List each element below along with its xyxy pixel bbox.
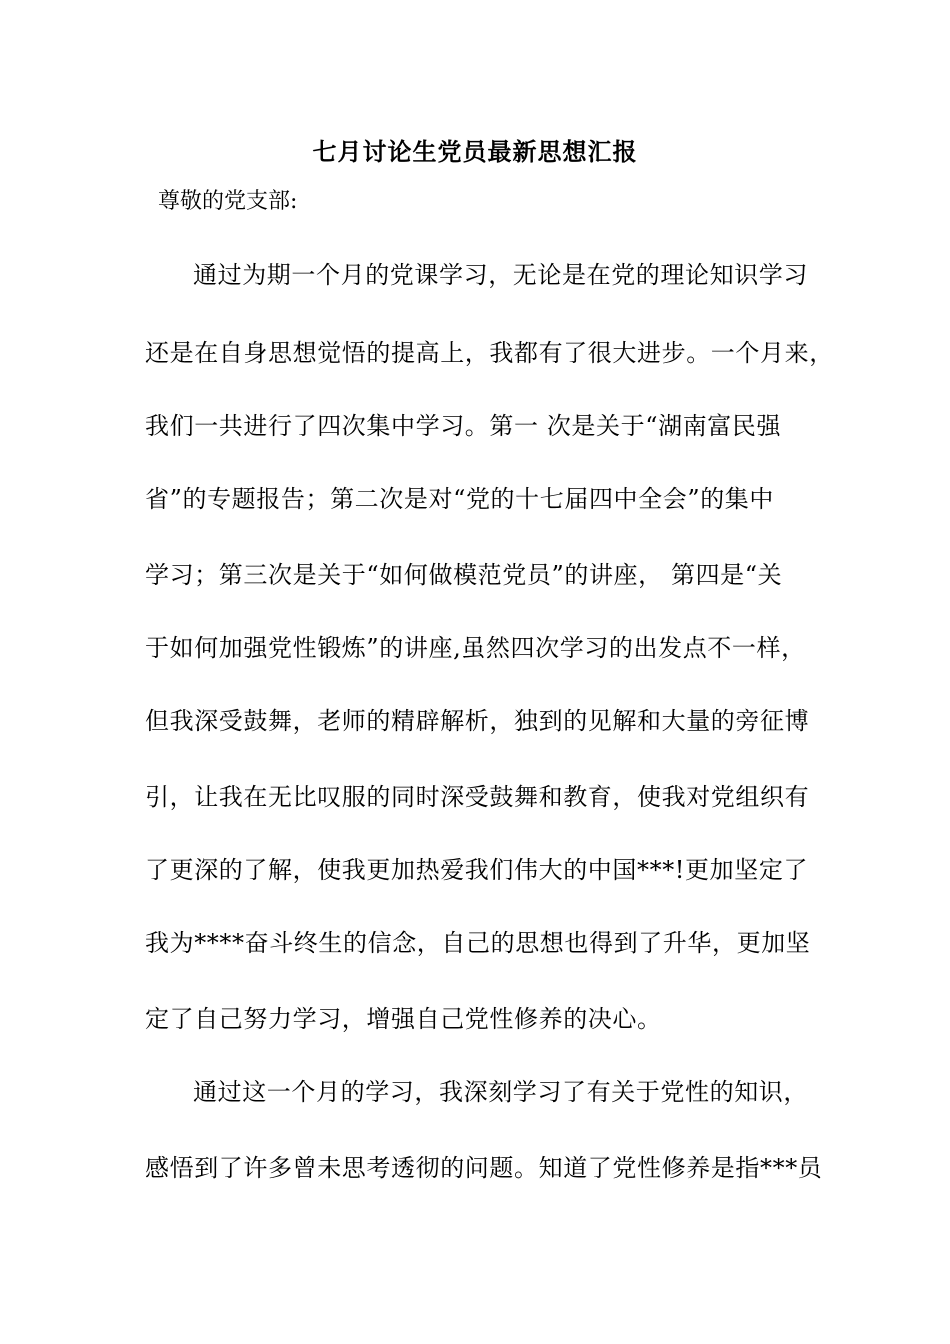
paragraph-1-line-7: 但我深受鼓舞，老师的精辟解析，独到的见解和大量的旁征博 xyxy=(145,707,810,735)
document-title: 七月讨论生党员最新思想汇报 xyxy=(312,137,638,166)
paragraph-2-line-2: 感悟到了许多曾未思考透彻的问题。知道了党性修养是指***员 xyxy=(145,1154,823,1182)
paragraph-1-line-6: 于如何加强党性锻炼”的讲座,虽然四次学习的出发点不一样， xyxy=(145,634,806,662)
paragraph-1-line-3: 我们一共进行了四次集中学习。第一 次是关于“湖南富民强 xyxy=(145,412,782,440)
paragraph-1-line-5: 学习；第三次是关于“如何做模范党员”的讲座， 第四是“关 xyxy=(145,561,783,589)
paragraph-1-line-1: 通过为期一个月的党课学习，无论是在党的理论知识学习 xyxy=(193,261,808,289)
salutation: 尊敬的党支部: xyxy=(158,189,298,214)
paragraph-1-line-10: 我为****奋斗终生的信念，自己的思想也得到了升华，更加坚 xyxy=(145,929,811,957)
paragraph-1-line-8: 引，让我在无比叹服的同时深受鼓舞和教育，使我对党组织有 xyxy=(145,783,810,811)
paragraph-1-line-9: 了更深的了解，使我更加热爱我们伟大的中国***!更加坚定了 xyxy=(145,856,809,884)
paragraph-1-line-11: 定了自己努力学习，增强自己党性修养的决心。 xyxy=(145,1005,662,1033)
paragraph-1-line-4: 省”的专题报告；第二次是对“党的十七届四中全会”的集中 xyxy=(145,485,775,513)
paragraph-2-line-1: 通过这一个月的学习，我深刻学习了有关于党性的知识， xyxy=(193,1078,808,1106)
paragraph-1-line-2: 还是在自身思想觉悟的提高上，我都有了很大进步。一个月来， xyxy=(145,339,834,367)
